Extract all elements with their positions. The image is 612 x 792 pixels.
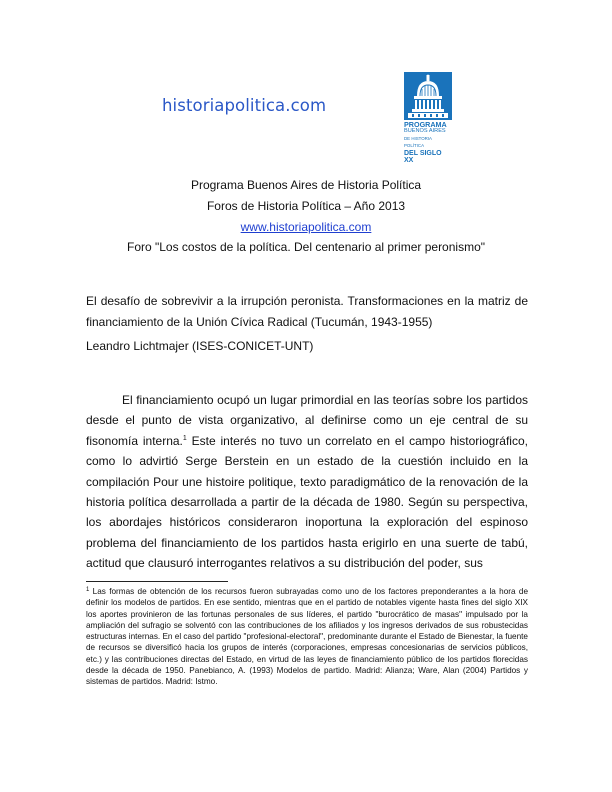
logo-caption bbox=[404, 121, 452, 164]
forum-year: Foros de Historia Política – Año 2013 bbox=[206, 199, 406, 213]
logo-caption-line3: DE HISTORIA POLÍTICA bbox=[404, 136, 432, 148]
site-brand-text: historiapolitica.com bbox=[162, 96, 327, 115]
article-author: Leandro Lichtmajer (ISES-CONICET-UNT) bbox=[86, 339, 314, 353]
footnote-reference[interactable]: 1 bbox=[182, 434, 187, 442]
body-paragraph bbox=[86, 390, 528, 574]
body-text-part1: El financiamiento ocupó un lugar primordial en las teorías sobre los partidos desde el punto de vista organizativo, al definirse como un eje central de su fisonomía interna. bbox=[86, 393, 528, 448]
capitol-dome-icon bbox=[404, 72, 452, 120]
program-name: Programa Buenos Aires de Historia Política bbox=[190, 178, 422, 192]
website-link[interactable]: www.historiapolitica.com bbox=[240, 220, 372, 234]
article-title: El desafío de sobrevivir a la irrupción peronista. Transformaciones en la matriz de financiamiento de la Unión Cívica Radical (Tucumán, 1943-1955) bbox=[86, 294, 528, 329]
logo-caption-line1: PROGRAMA bbox=[404, 120, 447, 129]
footnote-number: 1 bbox=[86, 587, 90, 593]
footnote-divider bbox=[86, 581, 228, 582]
forum-title: Foro "Los costos de la política. Del centenario al primer peronismo" bbox=[126, 240, 486, 254]
program-logo bbox=[404, 72, 452, 120]
logo-caption-line2: BUENOS AIRES bbox=[404, 128, 446, 134]
logo-caption-line4: DEL SIGLO XX bbox=[404, 150, 442, 164]
body-text-part2: Este interés no tuvo un correlato en el campo historiográfico, como lo advirtió Serge Berstein en un estado de la cuestión incluido en la compilación Pour une histoire politique, texto paradigmático de la renovación de la historia política desarrollada a partir de la década de 1980. Según su perspectiva, los abordajes históricos consideraron inoportuna la exploración del espinoso problema del financiamiento de los partidos hasta erigirlo en una suerte de tabú, actitud que clausuró interrogantes relativos a su distribución del poder, sus bbox=[86, 433, 528, 571]
footnote bbox=[86, 586, 528, 688]
footnote-text: Las formas de obtención de los recursos fueron subrayadas como uno de los factores preponderantes a la hora de definir los modelos de partidos. En ese sentido, mientras que en el partido de notables vigente hasta fines del siglo XIX los aportes provinieron de las fortunas personales de sus líderes, el partido "burocrático de masas" impulsado por la ampliación del sufragio se solventó con las contribuciones de los afiliados y los ingresos derivados de sus robustecidas estructuras internas. En el caso del partido "profesional-electoral", predominante durante el Estado de Bienestar, la fuente de recursos se diversificó hacia los grupos de interés (corporaciones, empresas concesionarias de servicios públicos, etc.) y las contribuciones directas del Estado, en virtud de las leyes de financiamiento público de los partidos florecidas desde la década de 1950. Panebianco, A. (1993) Modelos de partido. Madrid: Alianza; Ware, Alan (2004) Partidos y sistemas de partidos. Madrid: Istmo. bbox=[86, 587, 528, 687]
